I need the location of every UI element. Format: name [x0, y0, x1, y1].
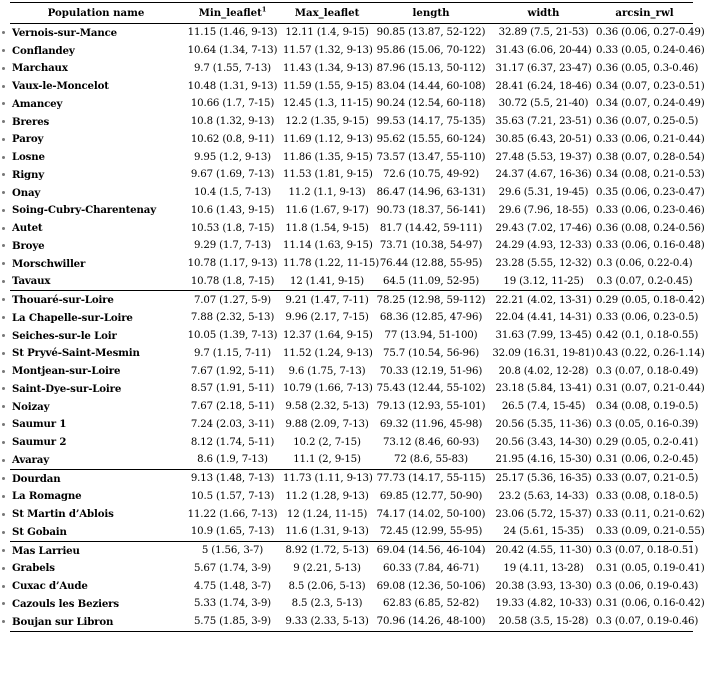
margin-bullet — [2, 102, 5, 105]
row-name: Morschwiller — [12, 257, 86, 270]
table-row — [10, 416, 693, 434]
row-name: Cuxac d’Aude — [12, 580, 88, 593]
cell-max-leaflet: 9.88 (2.09, 7-13) — [285, 418, 369, 430]
cell-length: 69.85 (12.77, 50-90) — [379, 490, 483, 502]
margin-bullet — [2, 262, 5, 265]
row-name: Thouaré-sur-Loire — [10, 291, 182, 309]
cell-width: 26.5 (7.4, 15-45) — [501, 401, 586, 413]
cell-max-leaflet: 11.59 (1.55, 9-15) — [283, 80, 373, 92]
cell-min-leaflet: 5.33 (1.74, 3-9) — [193, 598, 272, 610]
cell-max-leaflet: 11.86 (1.35, 9-15) — [283, 151, 373, 163]
cell-arcsin-rwl: 0.3 (0.06, 0.22-0.4) — [596, 258, 693, 270]
cell-min-leaflet: 5.75 (1.85, 3-9) — [182, 613, 283, 631]
cell-min-leaflet: 7.67 (2.18, 5-11) — [190, 401, 275, 413]
cell-length: 72.6 (10.75, 49-92) — [382, 169, 480, 181]
cell-arcsin-rwl: 0.33 (0.06, 0.21-0.44) — [596, 133, 705, 145]
cell-arcsin-rwl: 0.36 (0.05, 0.3-0.46) — [596, 62, 699, 74]
cell-width: 24.29 (4.93, 12-33) — [495, 240, 592, 252]
row-name: Soing-Cubry-Charentenay — [12, 204, 156, 217]
cell-arcsin-rwl: 0.38 (0.07, 0.28-0.54) — [596, 151, 705, 163]
cell-length: 75.43 (12.44, 55-102) — [376, 383, 486, 395]
margin-bullet — [2, 191, 5, 194]
table-row — [10, 148, 693, 166]
cell-max-leaflet: 11.6 (1.31, 9-13) — [285, 526, 369, 538]
table-row — [10, 541, 693, 559]
row-name: La Romagne — [12, 490, 82, 503]
table-row — [10, 451, 693, 469]
cell-max-leaflet: 12.45 (1.3, 11-15) — [283, 98, 373, 110]
table-row — [10, 613, 693, 631]
cell-max-leaflet: 11.8 (1.54, 9-15) — [285, 222, 369, 234]
cell-min-leaflet: 9.7 (1.55, 7-13) — [193, 62, 272, 74]
margin-bullet — [2, 316, 5, 319]
table-row — [10, 113, 693, 131]
margin-bullet — [2, 244, 5, 247]
table-row — [10, 505, 693, 523]
cell-max-leaflet: 12.37 (1.64, 9-15) — [283, 330, 373, 342]
table-row — [10, 469, 693, 487]
cell-length: 68.36 (12.85, 47-96) — [379, 312, 483, 324]
cell-min-leaflet: 11.22 (1.66, 7-13) — [187, 508, 278, 520]
cell-min-leaflet: 10.5 (1.57, 7-13) — [190, 490, 275, 502]
cell-arcsin-rwl: 0.3 (0.07, 0.18-0.51) — [596, 541, 693, 559]
cell-arcsin-rwl: 0.3 (0.07, 0.2-0.45) — [596, 275, 693, 287]
cell-max-leaflet: 9 (2.21, 5-13) — [293, 562, 361, 574]
row-name: Mas Larrieu — [10, 541, 182, 559]
cell-length: 77 (13.94, 51-100) — [384, 330, 478, 342]
cell-max-leaflet: 11.14 (1.63, 9-15) — [283, 240, 373, 252]
row-name: Vernois-sur-Mance — [12, 26, 118, 39]
cell-arcsin-rwl: 0.33 (0.06, 0.23-0.5) — [596, 312, 699, 324]
cell-min-leaflet: 10.53 (1.8, 7-15) — [190, 222, 275, 234]
margin-bullet — [2, 120, 5, 123]
table-row — [10, 273, 693, 291]
cell-width: 20.58 (3.5, 15-28) — [491, 613, 596, 631]
cell-min-leaflet: 11.15 (1.46, 9-13) — [187, 27, 278, 39]
cell-max-leaflet: 11.6 (1.67, 9-17) — [285, 204, 369, 216]
cell-width: 24.37 (4.67, 16-36) — [495, 169, 592, 181]
margin-bullet — [2, 67, 5, 70]
cell-max-leaflet: 11.1 (2, 9-15) — [293, 454, 361, 466]
cell-arcsin-rwl: 0.42 (0.1, 0.18-0.55) — [596, 330, 699, 342]
cell-min-leaflet: 10.66 (1.7, 7-15) — [190, 98, 275, 110]
row-name: Noizay — [12, 400, 50, 413]
margin-bullet — [2, 387, 5, 390]
cell-arcsin-rwl: 0.36 (0.08, 0.24-0.56) — [596, 222, 705, 234]
cell-arcsin-rwl: 0.33 (0.06, 0.16-0.48) — [596, 240, 705, 252]
margin-bullet — [2, 495, 5, 498]
table-row — [10, 202, 693, 220]
table-row — [10, 131, 693, 149]
header-min-leaflet — [182, 3, 283, 24]
table-row — [10, 345, 693, 363]
row-name: Vaux-le-Moncelot — [12, 80, 109, 93]
cell-min-leaflet: 8.57 (1.91, 5-11) — [190, 383, 275, 395]
cell-arcsin-rwl: 0.33 (0.06, 0.23-0.46) — [596, 204, 705, 216]
cell-width: 29.43 (7.02, 17-46) — [495, 222, 592, 234]
margin-bullet — [2, 138, 5, 141]
cell-width: 21.95 (4.16, 15-30) — [495, 454, 592, 466]
cell-length: 62.83 (6.85, 52-82) — [382, 598, 480, 610]
row-name: Saint-Dye-sur-Loire — [12, 382, 122, 395]
cell-min-leaflet: 4.75 (1.48, 3-7) — [193, 580, 272, 592]
cell-width: 20.56 (3.43, 14-30) — [495, 436, 592, 448]
row-name: Dourdan — [10, 469, 182, 487]
cell-max-leaflet: 9.33 (2.33, 5-13) — [283, 613, 371, 631]
cell-min-leaflet: 10.78 (1.17, 9-13) — [187, 258, 278, 270]
margin-bullet — [2, 441, 5, 444]
cell-arcsin-rwl: 0.34 (0.08, 0.21-0.53) — [596, 169, 705, 181]
cell-length: 73.71 (10.38, 54-97) — [379, 240, 483, 252]
table-row — [10, 433, 693, 451]
margin-bullet — [2, 405, 5, 408]
header-width: width — [491, 3, 596, 24]
header-max-leaflet: Max_leaflet — [283, 3, 371, 24]
row-name: Grabels — [12, 562, 55, 575]
cell-max-leaflet: 11.43 (1.34, 9-13) — [283, 62, 373, 74]
cell-max-leaflet: 12.2 (1.35, 9-15) — [285, 116, 369, 128]
table-row — [10, 577, 693, 595]
cell-length: 69.04 (14.56, 46-104) — [371, 541, 491, 559]
table-row — [10, 237, 693, 255]
cell-min-leaflet: 10.64 (1.34, 7-13) — [187, 45, 278, 57]
cell-length: 95.62 (15.55, 60-124) — [376, 133, 486, 145]
table-row — [10, 560, 693, 578]
cell-min-leaflet: 9.95 (1.2, 9-13) — [193, 151, 272, 163]
row-name: Breres — [12, 115, 50, 128]
margin-bullet — [2, 209, 5, 212]
cell-min-leaflet: 7.07 (1.27, 5-9) — [182, 291, 283, 309]
cell-arcsin-rwl: 0.29 (0.05, 0.2-0.41) — [596, 436, 699, 448]
row-name: Rigny — [12, 168, 45, 181]
table-row — [10, 398, 693, 416]
table-row — [10, 42, 693, 60]
cell-max-leaflet: 8.92 (1.72, 5-13) — [283, 541, 371, 559]
row-name: St Pryvé-Saint-Mesmin — [12, 347, 140, 360]
row-name: Marchaux — [12, 62, 68, 75]
cell-arcsin-rwl: 0.31 (0.06, 0.16-0.42) — [596, 598, 705, 610]
cell-width: 24 (5.61, 15-35) — [503, 526, 584, 538]
cell-length: 69.08 (12.36, 50-106) — [376, 580, 486, 592]
cell-arcsin-rwl: 0.34 (0.08, 0.19-0.5) — [596, 401, 699, 413]
cell-max-leaflet: 9.21 (1.47, 7-11) — [283, 291, 371, 309]
row-name: Seiches-sur-le Loir — [12, 329, 117, 342]
cell-length: 86.47 (14.96, 63-131) — [376, 187, 486, 199]
cell-arcsin-rwl: 0.31 (0.06, 0.2-0.45) — [596, 454, 699, 466]
cell-length: 73.12 (8.46, 60-93) — [382, 436, 480, 448]
cell-width: 30.85 (6.43, 20-51) — [495, 133, 592, 145]
margin-bullet — [2, 567, 5, 570]
cell-arcsin-rwl: 0.35 (0.06, 0.23-0.47) — [596, 187, 705, 199]
table-row — [10, 255, 693, 273]
cell-max-leaflet: 10.2 (2, 7-15) — [293, 436, 361, 448]
table-row — [10, 24, 693, 42]
margin-bullet — [2, 352, 5, 355]
table-header-row — [10, 3, 693, 24]
cell-min-leaflet: 9.13 (1.48, 7-13) — [182, 469, 283, 487]
row-name: Onay — [12, 186, 41, 199]
cell-max-leaflet: 11.53 (1.81, 9-15) — [283, 169, 373, 181]
row-name: La Chapelle-sur-Loire — [12, 311, 133, 324]
table-row — [10, 595, 693, 613]
cell-width: 30.72 (5.5, 21-40) — [498, 98, 589, 110]
cell-width: 32.89 (7.5, 21-53) — [498, 27, 589, 39]
cell-min-leaflet: 10.78 (1.8, 7-15) — [190, 275, 275, 287]
cell-arcsin-rwl: 0.36 (0.07, 0.25-0.5) — [596, 116, 699, 128]
cell-arcsin-rwl: 0.36 (0.06, 0.27-0.49) — [596, 27, 705, 39]
cell-width: 19.33 (4.82, 10-33) — [495, 598, 592, 610]
cell-arcsin-rwl: 0.43 (0.22, 0.26-1.14) — [596, 347, 705, 359]
header-arcsin-rwl: arcsin_rwl — [596, 3, 693, 24]
margin-bullet — [2, 298, 5, 301]
cell-arcsin-rwl: 0.3 (0.07, 0.18-0.49) — [596, 365, 699, 377]
cell-arcsin-rwl: 0.31 (0.05, 0.19-0.41) — [596, 562, 705, 574]
cell-length: 90.85 (13.87, 52-122) — [376, 27, 486, 39]
table-row — [10, 523, 693, 541]
cell-arcsin-rwl: 0.34 (0.07, 0.24-0.49) — [596, 98, 705, 110]
row-name: Saumur 1 — [12, 418, 67, 431]
cell-width: 20.38 (3.93, 13-30) — [495, 580, 592, 592]
row-name: Conflandey — [12, 44, 75, 57]
cell-width: 23.28 (5.55, 12-32) — [495, 258, 592, 270]
row-name: Saumur 2 — [12, 436, 67, 449]
table-row — [10, 291, 693, 309]
table-row — [10, 488, 693, 506]
cell-length: 72.45 (12.99, 55-95) — [379, 526, 483, 538]
cell-length: 69.32 (11.96, 45-98) — [379, 418, 483, 430]
margin-bullet — [2, 49, 5, 52]
cell-width: 25.17 (5.36, 16-35) — [491, 469, 596, 487]
header-population-name: Population name — [10, 3, 182, 24]
cell-max-leaflet: 11.52 (1.24, 9-13) — [283, 347, 373, 359]
cell-min-leaflet: 10.4 (1.5, 7-13) — [193, 187, 272, 199]
cell-width: 27.48 (5.53, 19-37) — [495, 151, 592, 163]
cell-arcsin-rwl: 0.33 (0.08, 0.18-0.5) — [596, 490, 699, 502]
margin-bullet — [2, 156, 5, 159]
cell-max-leaflet: 10.79 (1.66, 7-13) — [283, 383, 373, 395]
cell-min-leaflet: 9.29 (1.7, 7-13) — [193, 240, 272, 252]
cell-width: 19 (3.12, 11-25) — [503, 275, 584, 287]
cell-length: 70.33 (12.19, 51-96) — [379, 365, 483, 377]
table-row — [10, 327, 693, 345]
margin-bullet — [2, 85, 5, 88]
cell-length: 73.57 (13.47, 55-110) — [376, 151, 486, 163]
cell-length: 90.73 (18.37, 56-141) — [376, 204, 486, 216]
cell-min-leaflet: 10.05 (1.39, 7-13) — [187, 330, 278, 342]
cell-length: 90.24 (12.54, 60-118) — [376, 98, 486, 110]
footnote-marker: 1 — [261, 5, 267, 14]
cell-arcsin-rwl: 0.33 (0.07, 0.21-0.5) — [596, 469, 693, 487]
cell-length: 78.25 (12.98, 59-112) — [371, 291, 491, 309]
margin-bullet — [2, 334, 5, 337]
cell-arcsin-rwl: 0.31 (0.07, 0.21-0.44) — [596, 383, 705, 395]
cell-length: 79.13 (12.93, 55-101) — [376, 401, 486, 413]
cell-width: 20.56 (5.35, 11-36) — [495, 418, 592, 430]
row-name: St Martin d’Ablois — [12, 508, 114, 521]
population-table — [10, 2, 705, 632]
row-name: Amancey — [12, 97, 63, 110]
cell-min-leaflet: 7.67 (1.92, 5-11) — [190, 365, 275, 377]
cell-width: 31.63 (7.99, 13-45) — [495, 330, 592, 342]
cell-length: 83.04 (14.44, 60-108) — [376, 80, 486, 92]
margin-bullet — [2, 585, 5, 588]
cell-min-leaflet: 5 (1.56, 3-7) — [182, 541, 283, 559]
margin-bullet — [2, 227, 5, 230]
cell-min-leaflet: 5.67 (1.74, 3-9) — [193, 562, 272, 574]
margin-bullet — [2, 602, 5, 605]
row-name: Avaray — [12, 453, 49, 466]
margin-bullet — [2, 459, 5, 462]
cell-max-leaflet: 11.57 (1.32, 9-13) — [283, 45, 373, 57]
cell-width: 19 (4.11, 13-28) — [503, 562, 584, 574]
table-row — [10, 95, 693, 113]
table-row — [10, 184, 693, 202]
cell-length: 75.7 (10.54, 56-96) — [382, 347, 480, 359]
cell-width: 20.42 (4.55, 11-30) — [491, 541, 596, 559]
margin-bullet — [2, 31, 5, 34]
cell-max-leaflet: 8.5 (2.06, 5-13) — [288, 580, 366, 592]
margin-bullets — [2, 0, 8, 679]
cell-max-leaflet: 11.78 (1.22, 11-15) — [283, 258, 380, 270]
cell-min-leaflet: 7.88 (2.32, 5-13) — [190, 312, 275, 324]
margin-bullet — [2, 423, 5, 426]
cell-length: 77.73 (14.17, 55-115) — [371, 469, 491, 487]
cell-max-leaflet: 11.69 (1.12, 9-13) — [283, 133, 373, 145]
margin-bullet — [2, 620, 5, 623]
cell-max-leaflet: 9.58 (2.32, 5-13) — [285, 401, 369, 413]
cell-width: 31.17 (6.37, 23-47) — [495, 62, 592, 74]
table-row — [10, 219, 693, 237]
table-body — [10, 24, 705, 632]
cell-max-leaflet: 9.96 (2.17, 7-15) — [285, 312, 369, 324]
table-row — [10, 60, 693, 78]
header-min-leaflet-label: Min_leaflet — [198, 7, 262, 19]
row-name: Boujan sur Libron — [10, 613, 182, 631]
row-name: Cazouls les Beziers — [12, 597, 119, 610]
cell-arcsin-rwl: 0.3 (0.07, 0.19-0.46) — [596, 613, 693, 631]
cell-arcsin-rwl: 0.33 (0.05, 0.24-0.46) — [596, 45, 705, 57]
table-row — [10, 166, 693, 184]
cell-arcsin-rwl: 0.33 (0.11, 0.21-0.62) — [596, 508, 705, 520]
table-row — [10, 362, 693, 380]
cell-width: 28.41 (6.24, 18-46) — [495, 80, 592, 92]
cell-length: 72 (8.6, 55-83) — [394, 454, 468, 466]
cell-max-leaflet: 11.2 (1.1, 9-13) — [288, 187, 366, 199]
cell-arcsin-rwl: 0.3 (0.06, 0.19-0.43) — [596, 580, 699, 592]
cell-min-leaflet: 9.67 (1.69, 7-13) — [190, 169, 275, 181]
margin-bullet — [2, 173, 5, 176]
cell-min-leaflet: 10.62 (0.8, 9-11) — [190, 133, 275, 145]
row-name: St Gobain — [12, 525, 67, 538]
cell-width: 20.8 (4.02, 12-28) — [498, 365, 589, 377]
cell-length: 76.44 (12.88, 55-95) — [379, 258, 483, 270]
row-name: Broye — [12, 239, 45, 252]
cell-arcsin-rwl: 0.34 (0.07, 0.23-0.51) — [596, 80, 705, 92]
cell-length: 87.96 (15.13, 50-112) — [376, 62, 486, 74]
cell-max-leaflet: 8.5 (2.3, 5-13) — [291, 598, 363, 610]
table-row — [10, 309, 693, 327]
cell-length: 70.96 (14.26, 48-100) — [371, 613, 491, 631]
cell-arcsin-rwl: 0.33 (0.09, 0.21-0.55) — [596, 526, 705, 538]
cell-arcsin-rwl: 0.3 (0.05, 0.16-0.39) — [596, 418, 699, 430]
cell-width: 22.04 (4.41, 14-31) — [495, 312, 592, 324]
table-row — [10, 380, 693, 398]
row-name: Paroy — [12, 133, 44, 146]
margin-bullet — [2, 280, 5, 283]
margin-bullet — [2, 531, 5, 534]
cell-min-leaflet: 8.6 (1.9, 7-13) — [197, 454, 268, 466]
table-row — [10, 77, 693, 95]
cell-length: 99.53 (14.17, 75-135) — [376, 116, 486, 128]
cell-min-leaflet: 7.24 (2.03, 3-11) — [190, 418, 275, 430]
cell-max-leaflet: 9.6 (1.75, 7-13) — [288, 365, 366, 377]
row-name: Autet — [12, 222, 43, 235]
cell-min-leaflet: 8.12 (1.74, 5-11) — [190, 436, 275, 448]
cell-width: 35.63 (7.21, 23-51) — [495, 116, 592, 128]
cell-max-leaflet: 12 (1.41, 9-15) — [290, 275, 364, 287]
cell-width: 23.06 (5.72, 15-37) — [495, 508, 592, 520]
cell-max-leaflet: 12.11 (1.4, 9-15) — [285, 27, 369, 39]
header-length: length — [371, 3, 491, 24]
cell-min-leaflet: 9.7 (1.15, 7-11) — [193, 347, 272, 359]
cell-min-leaflet: 10.6 (1.43, 9-15) — [190, 204, 275, 216]
row-name: Losne — [12, 151, 45, 164]
row-name: Tavaux — [12, 275, 51, 288]
margin-bullet — [2, 370, 5, 373]
cell-min-leaflet: 10.9 (1.65, 7-13) — [190, 526, 275, 538]
cell-min-leaflet: 10.8 (1.32, 9-13) — [190, 116, 275, 128]
cell-length: 60.33 (7.84, 46-71) — [382, 562, 480, 574]
cell-width: 31.43 (6.06, 20-44) — [495, 45, 592, 57]
cell-arcsin-rwl: 0.29 (0.05, 0.18-0.42) — [596, 291, 693, 309]
cell-width: 23.2 (5.63, 14-33) — [498, 490, 589, 502]
cell-width: 29.6 (7.96, 18-55) — [498, 204, 589, 216]
cell-length: 95.86 (15.06, 70-122) — [376, 45, 486, 57]
cell-length: 74.17 (14.02, 50-100) — [376, 508, 486, 520]
cell-min-leaflet: 10.48 (1.31, 9-13) — [187, 80, 278, 92]
cell-width: 32.09 (16.31, 19-81) — [492, 347, 595, 359]
cell-width: 29.6 (5.31, 19-45) — [498, 187, 589, 199]
cell-max-leaflet: 11.73 (1.11, 9-13) — [283, 469, 371, 487]
margin-bullet — [2, 549, 5, 552]
cell-width: 22.21 (4.02, 13-31) — [491, 291, 596, 309]
cell-width: 23.18 (5.84, 13-41) — [495, 383, 592, 395]
cell-length: 81.7 (14.42, 59-111) — [379, 222, 483, 234]
cell-max-leaflet: 11.2 (1.28, 9-13) — [285, 490, 369, 502]
cell-max-leaflet: 12 (1.24, 11-15) — [286, 508, 368, 520]
row-name: Montjean-sur-Loire — [12, 365, 121, 378]
cell-length: 64.5 (11.09, 52-95) — [382, 275, 480, 287]
margin-bullet — [2, 513, 5, 516]
margin-bullet — [2, 477, 5, 480]
